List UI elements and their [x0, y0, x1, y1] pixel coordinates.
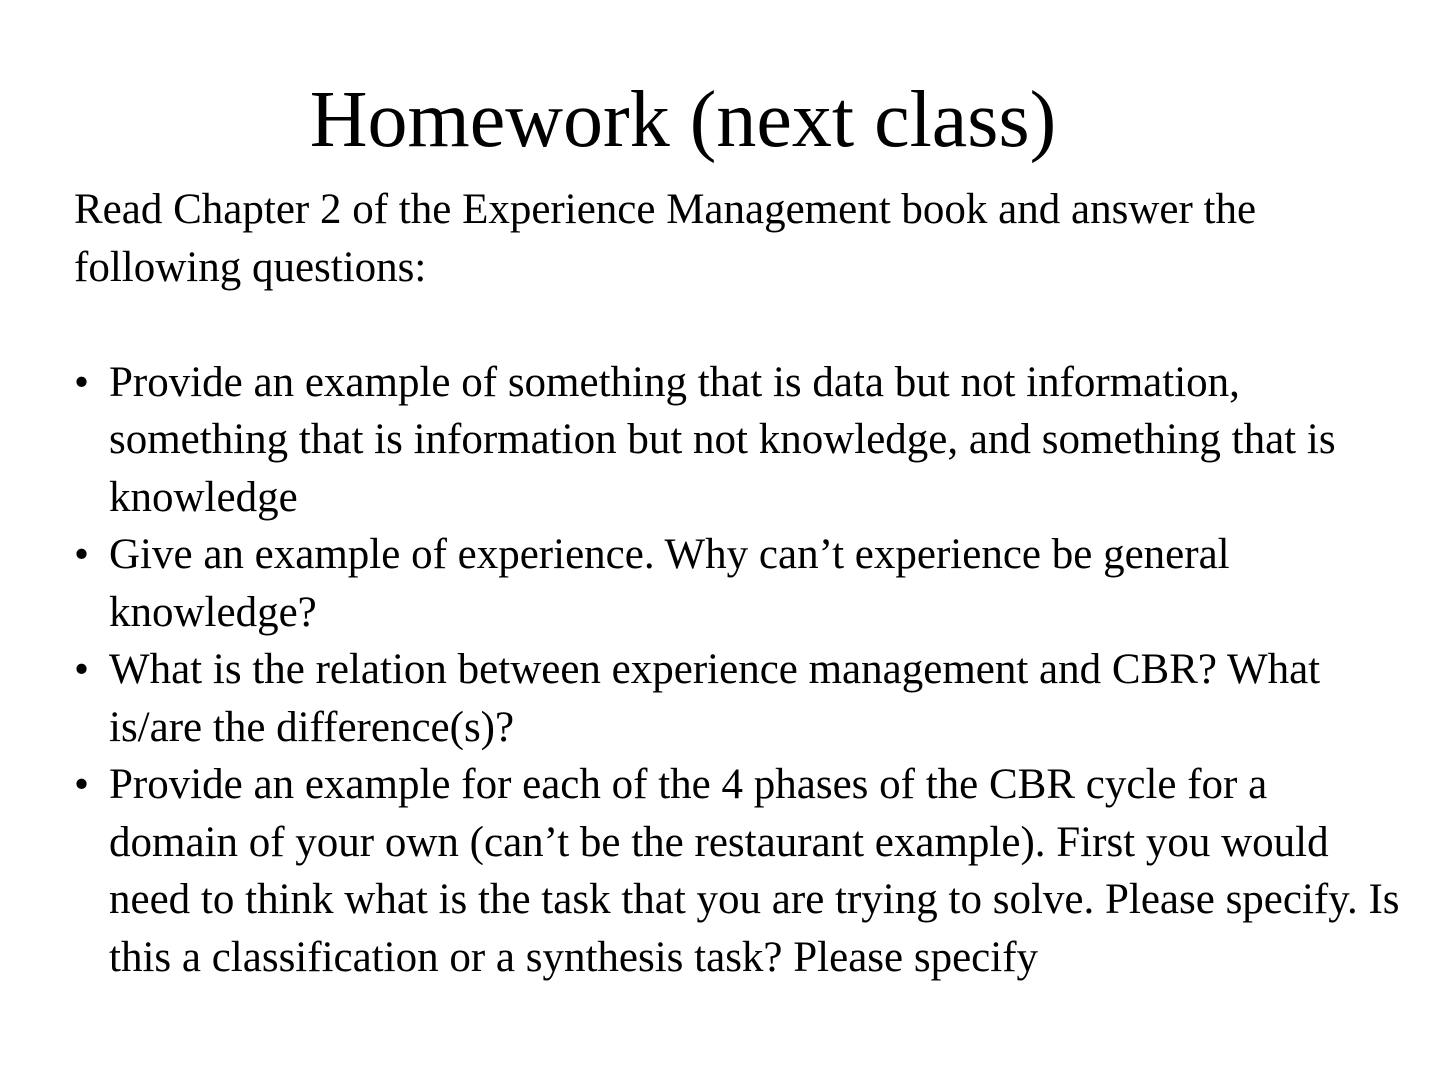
list-item — [74, 641, 1404, 756]
bullet-icon: • — [74, 646, 90, 693]
list-item — [74, 756, 1404, 986]
question-text: Provide an example of something that is data but not information, something that is information but not knowledge, and something that is knowledge — [109, 358, 1336, 521]
bullet-icon: • — [74, 531, 90, 578]
bullet-icon: • — [74, 761, 90, 808]
question-text: What is the relation between experience management and CBR? What is/are the difference(s)? — [109, 646, 1321, 751]
list-item — [74, 354, 1404, 527]
slide-title: Homework (next class) — [309, 76, 1057, 164]
intro-text: Read Chapter 2 of the Experience Management book and answer the following questions: — [74, 186, 1257, 291]
bullet-icon: • — [74, 358, 90, 406]
question-list — [74, 354, 1404, 987]
list-item — [74, 526, 1404, 641]
slide-body — [74, 181, 1404, 986]
question-text: Give an example of experience. Why can’t experience be general knowledge? — [109, 531, 1230, 636]
blank-line — [74, 296, 1404, 354]
question-text: Provide an example for each of the 4 phases of the CBR cycle for a domain of your own (can’t be the restaurant example). First you would need to think what is the task that you are trying to solve. Please specify. Is this a classification or a synthesis task? Please specify — [109, 761, 1400, 981]
